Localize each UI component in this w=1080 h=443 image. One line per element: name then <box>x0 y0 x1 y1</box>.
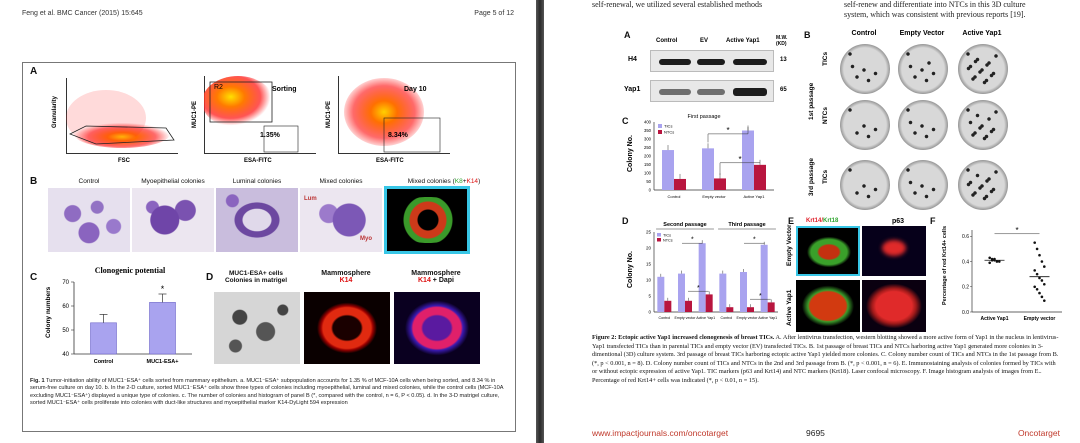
panel-label-b: B <box>30 176 38 187</box>
blot-h4-label: H4 <box>628 56 637 63</box>
legend-label: NTCs <box>663 238 673 243</box>
body-text-left: self-renewal, we utilized several established methods <box>592 0 763 9</box>
plate-row-ntcs: NTCs <box>822 107 829 124</box>
y-tick-label: 150 <box>644 162 651 167</box>
blot-yap1 <box>650 80 774 102</box>
fig2-panel-label-b: B <box>804 30 811 40</box>
body-text-right-1: self-renew and differentiate into NTCs in this 3D culture <box>844 0 1026 9</box>
x-tick-label: Empty vector <box>674 316 696 320</box>
bar-tics <box>657 277 664 312</box>
flow-scatter-3 <box>338 76 450 154</box>
y-tick-label: 0.4 <box>962 259 969 266</box>
chart-krt14-percentage <box>930 218 1070 330</box>
plate-passage-3: 3rd passage <box>808 158 815 196</box>
running-header: Feng et al. BMC Cancer (2015) 15:645 <box>22 10 143 17</box>
plate-col-empty-vector: Empty Vector <box>899 30 945 37</box>
data-point <box>988 256 991 259</box>
significance-star: * <box>752 236 756 244</box>
bar-tics <box>740 272 747 312</box>
y-tick-label: 40 <box>62 352 69 358</box>
data-point <box>1043 265 1046 268</box>
data-point <box>1036 273 1039 276</box>
data-point <box>1043 299 1046 302</box>
bar-ntcs <box>726 307 733 312</box>
flow1-ylabel: Granularity <box>52 95 58 128</box>
y-tick-label: 60 <box>62 304 69 310</box>
bar-tics <box>678 274 685 312</box>
y-tick-label: 0.6 <box>962 234 969 241</box>
e-row-empty-vector: Empty Vector <box>786 224 793 266</box>
micrograph-myoepithelial <box>132 188 214 252</box>
e-photo-ev-p63 <box>862 226 926 276</box>
legend-swatch <box>658 124 662 128</box>
y-tick-label: 300 <box>644 136 651 142</box>
fig2-panel-label-d: D <box>622 216 629 226</box>
bar-ntcs <box>747 307 754 312</box>
x-tick-label: Control <box>658 316 671 320</box>
fig2-panel-label-f: F <box>930 216 936 226</box>
x-tick-label: Active Yap1 <box>758 316 778 320</box>
x-tick-label: Empty vector <box>702 194 726 199</box>
flow3-ylabel: MUC1-PE <box>326 100 332 128</box>
y-axis-label: Colony No. <box>627 135 634 172</box>
significance-star: * <box>696 285 700 293</box>
y-tick-label: 15 <box>645 261 651 267</box>
colony-plate <box>840 160 890 210</box>
fig2-panel-label-c: C <box>622 116 629 126</box>
colony-plate <box>840 100 890 150</box>
flow2-percent: 1.35% <box>260 132 280 139</box>
y-tick-label: 400 <box>644 119 651 125</box>
legend-label: TICs <box>664 123 673 129</box>
y-tick-label: 10 <box>645 277 651 283</box>
data-point <box>1043 283 1046 286</box>
bar-tics <box>696 243 706 312</box>
x-tick-label: Active Yap1 <box>696 316 716 320</box>
e-row-active-yap1: Active Yap1 <box>786 289 793 326</box>
plate-passage-1: 1st passage <box>808 82 815 120</box>
plate-col-control: Control <box>851 30 877 37</box>
b-title-control: Control <box>78 178 100 185</box>
x-tick-label: Active Yap1 <box>743 194 765 199</box>
data-point <box>988 262 991 265</box>
blot-h4 <box>650 50 774 72</box>
significance-star: * <box>160 284 165 294</box>
flow2-ylabel: MUC1-PE <box>192 100 198 128</box>
matrigel-colonies-photo <box>214 292 300 364</box>
figure-1-caption: Fig. 1 Tumor-initiation ability of MUC1⁻ESA⁺ cells sorted from mammary epithelium. a. MUC1⁻ESA⁺ subpopulation accounts for 1.35 % of MCF-10A cells when being sorted, and 8.34 % in serum-free culture on day 10. b. In the 2-D culture, sorted MUC1⁻ESA⁺ cells show three types of colonies including myoepithelial, luminal and mixed colonies, while the control cells (MCF-10A excluding MUC1⁻ESA⁺) displayed a unique type of colonies. c. The number of colonies and histogram of panel B (*, compared with the control, n = 6, P < 0.05). d. In the 3-D matrigel culture, sorted MUC1⁻ESA⁺ cells proliferate into colonies with duct-like structures and myoepithelial marker K14-DyLight 594 expression <box>30 378 504 406</box>
y-tick-label: 100 <box>644 170 651 176</box>
flow2-gate-label: R2 <box>214 84 223 91</box>
significance-star: * <box>726 126 730 136</box>
e-photo-ev-krt <box>796 226 860 276</box>
figure-2-caption: Figure 2: Ectopic active Yap1 increased clonogenesis of breast TICs. A. After lentivirus transfection, western blotting showed a more active form of Yap1 in the nucleus in lentivirus-Yap1 transfected TICs than in parental TICs and empty vector (EV) transfected TICs. B. 1st passage of breast TICs and NTCs harboring active Yap1 generated more colonies in 3-dimentional (3D) culture system. 3rd passage of breast TICs harboring ectopic active Yap1 yielded more colonies. C. Colony number count of TICs and NTCs in the 1st passage from B. (*, p < 0.001, n = 8). D. Colony number count of TICs and NTCs in the 2nd and 3rd passage from B. (*, p < 0.001, n = 6). E. Immunostaining analysis of colonies formed by TICs with or without ectopic expression of active Yap1. TIC markers (p63 and Krt14) and NTC markers (Krt18). Laser confocal microscopy. F. Image histogram analysis of images from E.. Percentage of red Krt14+ cells was indicated (*, p < 0.01, n = 15). <box>592 334 1059 384</box>
blot-h4-mw: 13 <box>780 57 787 63</box>
data-point <box>1041 260 1044 263</box>
colony-plate <box>898 100 948 150</box>
data-point <box>1036 288 1039 291</box>
y-tick-label: 50 <box>62 328 69 334</box>
plate-col-active-yap1: Active Yap1 <box>962 30 1002 37</box>
fig2-panel-label-e: E <box>788 216 795 226</box>
blot-yap1-label: Yap1 <box>624 86 641 93</box>
data-point <box>1041 296 1044 299</box>
y-tick-label: 50 <box>646 179 651 184</box>
bar-ntcs <box>685 301 692 312</box>
significance-star: * <box>690 236 694 244</box>
b-title-luminal: Luminal colonies <box>232 178 282 185</box>
flow3-xlabel: ESA-FITC <box>376 158 404 164</box>
annot-myo: Myo <box>360 236 372 242</box>
significance-star: * <box>1015 226 1019 236</box>
group-label: Third passage <box>728 222 766 228</box>
d-title-mammosphere-dapi: Mammosphere K14 + Dapi <box>411 270 461 284</box>
pdf-page-right[interactable]: self-renewal, we utilized several established methods self-renew and differentiate into NTCs in this 3D culture system, which was consistent with previous reports [19]. A Control EV Active Yap1 M.W. (KD) H4 13 Yap1 65 C First passage 0 50 100 150 200 250 300 350 400 Colony No. Control Empty vector Active Yap1 TICs NTCs * * B Control Empty Vector Active Yap1 TICs NTCs TICs 1st passage 3rd passage D 0 5 10 15 20 25 Colony No. Control Empty vector Active Yap1 Control Empty vector Active Yap1 Second passage Third passage TICs NTCs * * * * E Krt14/Krt18 p63 Empty Vector Active Yap1 F 0.0 0.2 0.4 0.6 Percentage of red Krt14+ cells Active Yap1 Empty vector * Figure 2: Ectopic active Yap1 increased clonogenesis of breast TICs. A. After lentivirus transfection, western blotting showed a more active form of Yap1 in the nucleus in lentivirus-Yap1 transfected TICs than in parental TICs and empty vector (EV) transfected TICs. B. 1st passage of breast TICs and NTCs harboring active Yap1 generated more colonies in 3-dimentional (3D) culture system. 3rd passage of breast TICs harboring ectopic active Yap1 yielded more colonies. C. Colony number count of TICs and NTCs in the 1st passage from B. (*, p < 0.001, n = 8). D. Colony number count of TICs and NTCs in the 2nd and 3rd passage from B. (*, p < 0.001, n = 6). E. Immunostaining analysis of colonies formed by TICs with or without ectopic expression of active Yap1. TIC markers (p63 and Krt14) and NTC markers (Krt18). Laser confocal microscopy. F. Image histogram analysis of images from E.. Percentage of red Krt14+ cells was indicated (*, p < 0.01, n = 15). www.impactjournals.com/oncotarget 9695 Oncotarget <box>544 0 1080 443</box>
page-number-header: Page 5 of 12 <box>474 10 514 17</box>
y-tick-label: 0 <box>648 187 651 193</box>
bar-ntcs <box>706 294 713 312</box>
flow2-xlabel: ESA-FITC <box>244 158 272 164</box>
mammosphere-dapi-photo <box>394 292 480 364</box>
colony-plate <box>898 160 948 210</box>
data-point <box>1038 254 1041 257</box>
bar <box>91 323 117 354</box>
panel-label-c: C <box>30 272 38 283</box>
significance-star: * <box>738 154 742 164</box>
significance-star: * <box>758 293 762 301</box>
e-photo-ay-p63 <box>862 280 926 332</box>
x-tick-label: Control <box>667 194 681 199</box>
fluorescence-mixed <box>384 186 470 254</box>
bar-ntcs <box>674 179 686 190</box>
x-tick-label: Empty vector <box>736 316 758 320</box>
y-axis-label: Colony No. <box>627 251 634 288</box>
mammosphere-k14-photo <box>304 292 390 364</box>
data-point <box>1033 269 1036 272</box>
chart-first-passage <box>620 110 780 212</box>
data-point <box>1033 285 1036 288</box>
fig2-panel-label-a: A <box>624 30 631 40</box>
data-point <box>1041 279 1044 282</box>
blot-yap1-mw: 65 <box>780 87 787 93</box>
x-tick-label: Active Yap1 <box>980 316 1009 322</box>
y-axis-label: Percentage of red Krt14+ cells <box>942 225 948 305</box>
flow1-xlabel: FSC <box>118 158 130 164</box>
e-title-p63: p63 <box>892 218 905 225</box>
flow-scatter-1 <box>66 78 178 154</box>
x-tick-label: Empty vector <box>1023 316 1056 322</box>
x-tick-label: Control <box>720 316 733 320</box>
legend-swatch <box>657 238 661 242</box>
x-tick-label: MUC1-ESA+ <box>146 359 179 365</box>
y-tick-label: 350 <box>644 128 651 133</box>
y-tick-label: 20 <box>645 245 651 251</box>
c-chart-title: Clonogenic potential <box>94 266 166 275</box>
panel-label-d: D <box>206 272 214 283</box>
flow2-title: Sorting <box>272 86 297 93</box>
data-point <box>1033 241 1036 244</box>
bar-tics <box>719 274 726 312</box>
bar-tics <box>662 150 674 190</box>
colony-plate <box>958 100 1008 150</box>
bar-ntcs <box>754 165 766 190</box>
journal-url-link[interactable]: www.impactjournals.com/oncotarget <box>592 428 729 438</box>
micrograph-control <box>48 188 130 252</box>
y-tick-label: 25 <box>645 229 651 235</box>
legend-swatch <box>658 130 662 134</box>
body-text-right-2: system, which was consistent with previous reports [19]. <box>844 10 1026 19</box>
y-tick-label: 250 <box>644 145 651 150</box>
flow3-title: Day 10 <box>404 86 427 93</box>
d-title-colonies: MUC1-ESA+ cells Colonies in matrigel <box>224 270 288 284</box>
y-tick-label: 5 <box>648 293 651 299</box>
bar-tics <box>758 245 768 312</box>
bar-tics <box>742 131 754 191</box>
legend-label: TICs <box>663 233 672 238</box>
y-tick-label: 0 <box>648 309 651 315</box>
y-axis-label: Colony numbers <box>45 286 52 338</box>
annot-lum: Lum <box>304 196 317 202</box>
legend-swatch <box>657 233 661 237</box>
data-point <box>1038 292 1041 295</box>
flow3-percent: 8.34% <box>388 132 408 139</box>
data-point <box>1036 248 1039 251</box>
e-photo-ay-krt <box>796 280 860 332</box>
chart-title: First passage <box>687 114 721 120</box>
colony-plate <box>840 44 890 94</box>
page-gutter <box>536 0 544 443</box>
b-title-myoepithelial: Myoepithelial colonies <box>141 178 205 185</box>
b-title-mixed: Mixed colonies <box>319 178 363 185</box>
e-title-krt: Krt14/Krt18 <box>806 218 839 224</box>
b-title-mixed-fluor: Mixed colonies (K8+K14) <box>407 178 481 185</box>
y-tick-label: 70 <box>62 280 69 286</box>
colony-plate <box>958 160 1008 210</box>
bar-ntcs <box>768 302 775 312</box>
micrograph-luminal <box>216 188 298 252</box>
bar-ntcs <box>664 301 671 312</box>
chart-second-third-passage <box>620 218 782 330</box>
micrograph-mixed <box>300 188 382 252</box>
plate-row-tics-3: TICs <box>822 169 829 184</box>
legend-label: NTCs <box>664 129 675 135</box>
d-title-mammosphere-k14: Mammosphere K14 <box>321 270 371 284</box>
bar-tics <box>702 148 714 190</box>
bar-ntcs <box>714 178 726 190</box>
group-label: Second passage <box>663 222 707 228</box>
chart-clonogenic <box>36 276 206 376</box>
plate-row-tics-1: TICs <box>822 51 829 66</box>
y-tick-label: 200 <box>644 153 651 159</box>
colony-plate <box>958 44 1008 94</box>
x-tick-label: Control <box>93 359 114 365</box>
y-tick-label: 0.0 <box>962 309 969 316</box>
bar <box>150 302 176 354</box>
colony-plate <box>898 44 948 94</box>
pdf-page-left[interactable] <box>0 0 536 443</box>
panel-label-a: A <box>30 66 38 77</box>
page-number: 9695 <box>806 428 825 438</box>
journal-name: Oncotarget <box>1017 428 1060 438</box>
y-tick-label: 0.2 <box>962 284 969 291</box>
